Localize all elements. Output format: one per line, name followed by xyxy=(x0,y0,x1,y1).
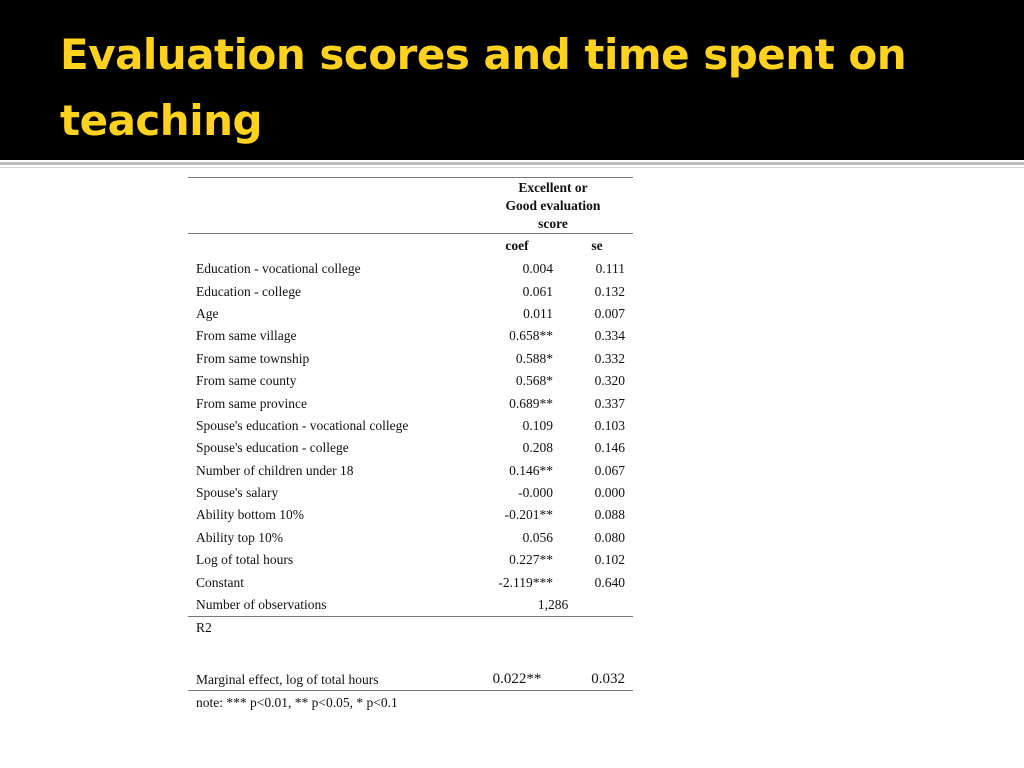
row-coef: 0.011 xyxy=(523,305,553,321)
row-se: 0.102 xyxy=(594,552,625,568)
coef-column-header: coef xyxy=(505,238,529,253)
dependent-line-2: Good evaluation xyxy=(505,198,601,213)
table-row xyxy=(188,504,633,526)
column-subheader-row xyxy=(188,234,633,259)
row-label: Ability top 10% xyxy=(196,529,283,545)
observations-row xyxy=(188,594,633,617)
row-label: Log of total hours xyxy=(196,552,294,568)
se-column-header: se xyxy=(591,238,603,253)
table-row xyxy=(188,549,633,571)
row-label: Spouse's education - vocational college xyxy=(196,417,409,433)
row-se: 0.080 xyxy=(594,529,625,545)
row-coef: 0.061 xyxy=(522,283,553,299)
table-row xyxy=(188,571,633,593)
table-row xyxy=(188,437,633,459)
row-label: Education - college xyxy=(196,283,301,299)
header-divider-thin xyxy=(0,167,1024,168)
row-se: 0.320 xyxy=(594,373,625,389)
row-label: From same county xyxy=(196,373,297,389)
row-coef: 0.568* xyxy=(515,373,553,389)
marginal-coef: 0.022** xyxy=(473,666,561,691)
row-coef: -0.000 xyxy=(518,485,553,501)
note-row xyxy=(188,691,633,716)
header-blank-cell xyxy=(188,178,473,234)
row-se: 0.088 xyxy=(594,507,625,523)
r2-se-empty xyxy=(561,617,633,667)
table-row xyxy=(188,527,633,549)
row-coef: 0.588* xyxy=(515,350,553,366)
row-coef: 0.689** xyxy=(509,395,553,411)
dependent-line-1: Excellent or xyxy=(518,180,588,195)
row-label: From same village xyxy=(196,328,297,344)
row-se: 0.334 xyxy=(594,328,625,344)
row-coef: 0.227** xyxy=(509,552,553,568)
r2-coef-empty xyxy=(473,617,561,667)
table-row xyxy=(188,348,633,370)
row-se: 0.111 xyxy=(595,261,625,277)
table-header-row xyxy=(188,178,633,234)
header-divider xyxy=(0,162,1024,165)
row-se: 0.000 xyxy=(594,485,625,501)
subheader-blank-cell xyxy=(188,234,473,259)
row-coef: 0.146** xyxy=(509,462,553,478)
table-row xyxy=(188,370,633,392)
row-label: Education - vocational college xyxy=(196,261,361,277)
row-se: 0.103 xyxy=(594,417,625,433)
significance-note: note: *** p<0.01, ** p<0.05, * p<0.1 xyxy=(196,695,398,711)
row-coef: 0.109 xyxy=(522,417,553,433)
row-label: Age xyxy=(196,305,219,321)
row-label: From same township xyxy=(196,350,310,366)
slide-title: Evaluation scores and time spent on teaching xyxy=(60,30,907,145)
row-se: 0.337 xyxy=(594,395,625,411)
table-row xyxy=(188,392,633,414)
table-row xyxy=(188,325,633,347)
row-se: 0.332 xyxy=(594,350,625,366)
row-se: 0.067 xyxy=(594,462,625,478)
row-label: Ability bottom 10% xyxy=(196,507,304,523)
row-label: From same province xyxy=(196,395,307,411)
dependent-line-3: score xyxy=(538,216,568,231)
row-label: Spouse's salary xyxy=(196,485,279,501)
observations-value: 1,286 xyxy=(473,594,633,617)
row-se: 0.640 xyxy=(594,574,625,590)
regression-table xyxy=(188,177,633,715)
table-row xyxy=(188,258,633,280)
marginal-label: Marginal effect, log of total hours xyxy=(188,666,473,691)
row-se: 0.007 xyxy=(594,305,625,321)
row-se: 0.146 xyxy=(594,440,625,456)
row-coef: -0.201** xyxy=(504,507,553,523)
row-coef: 0.056 xyxy=(522,529,553,545)
table-row xyxy=(188,415,633,437)
row-coef: 0.208 xyxy=(522,440,553,456)
observations-label: Number of observations xyxy=(188,594,473,617)
table-row xyxy=(188,303,633,325)
row-label: Spouse's education - college xyxy=(196,440,349,456)
row-se: 0.132 xyxy=(594,283,625,299)
row-label: Number of children under 18 xyxy=(196,462,354,478)
dependent-variable-header xyxy=(473,178,633,234)
row-coef: 0.658** xyxy=(509,328,553,344)
r2-row xyxy=(188,617,633,667)
row-coef: 0.004 xyxy=(522,261,553,277)
r2-label: R2 xyxy=(196,620,212,636)
row-label: Constant xyxy=(196,574,245,590)
marginal-se: 0.032 xyxy=(561,666,633,691)
table-row xyxy=(188,482,633,504)
table-row xyxy=(188,280,633,302)
row-coef: -2.119*** xyxy=(498,574,553,590)
marginal-effect-row xyxy=(188,666,633,691)
table-row xyxy=(188,460,633,482)
